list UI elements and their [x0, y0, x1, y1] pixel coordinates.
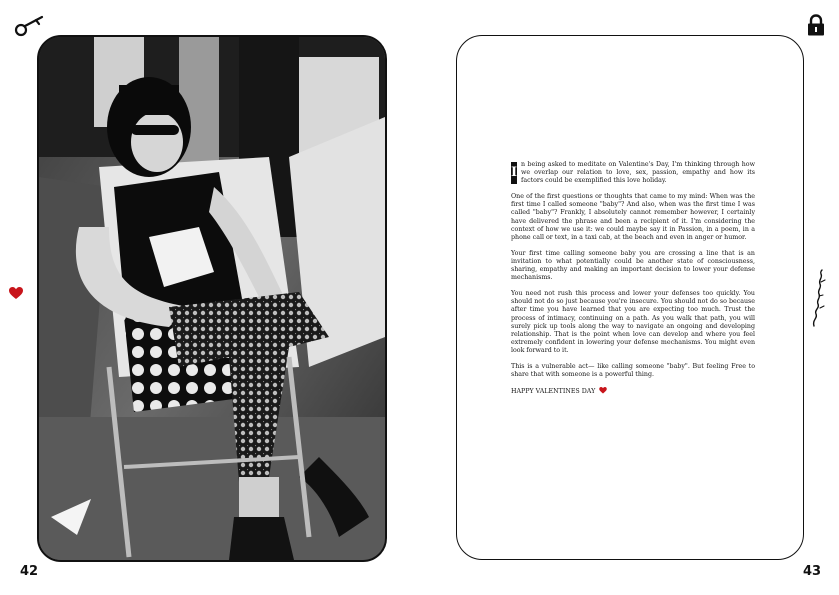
article-paragraph-2: One of the first questions or thoughts that came to my mind: When was the first time I called someone "baby"? And also, when was the first time I was called "baby"? Frankly, I absolutely cannot remember however, I certainly have delivered the phrase and been a recipient of it. I'm considering the context of how we use it: we could maybe say it in Passion, in a poem, in a phone call or text, in a taxi cab, at the beach and even in anger or humor. — [511, 193, 755, 241]
article-body — [511, 161, 755, 404]
article-closing — [511, 387, 755, 396]
article-paragraph-5: This is a vulnerable act— like calling someone "baby". But feeling Free to share that with someone is a powerful thing. — [511, 362, 755, 379]
lock-icon — [806, 14, 826, 36]
article-paragraph-1 — [511, 161, 755, 185]
heart-icon — [599, 387, 607, 394]
drop-cap: I — [511, 162, 517, 184]
article-paragraph-4: You need not rush this process and lower your defenses too quickly. You should not do so just because you're insecure. You should not do so because after time you have learned that you are expecting too much. Trust the process of intimacy, continuing on a path. As you walk that path, you will surely pick up tools along the way to navigate an ongoing and developing relationship. That is the point when love can develop and where you feel extremely confident in lowering your defense mechanisms. You might even look forward to it. — [511, 290, 755, 354]
key-icon — [14, 14, 46, 38]
heart-icon — [9, 287, 23, 300]
paragraph-text: n being asked to meditate on Valentine's Day, I'm thinking through how we overlap our relation to love, sex, passion, empathy and how its factors could be exemplified this love holiday. — [521, 161, 755, 185]
street-photo — [37, 35, 387, 562]
article-paragraph-3: Your first time calling someone baby you are crossing a line that is an invitation to what potentially could be another state of consciousness, sharing, empathy and making an important decision to lower your defense mechanisms. — [511, 249, 755, 282]
page-number-right: 43 — [803, 564, 822, 579]
signature — [808, 268, 828, 328]
page-number-left: 42 — [20, 564, 39, 579]
closing-text: HAPPY VALENTINES DAY — [511, 388, 596, 396]
